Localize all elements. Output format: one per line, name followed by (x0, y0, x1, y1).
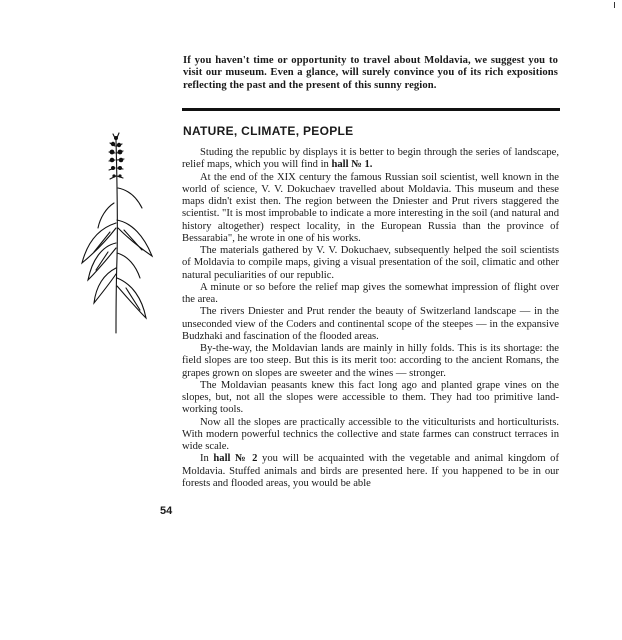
scan-mark (614, 2, 615, 8)
body-text (182, 147, 559, 490)
hall-reference: hall № 1. (331, 159, 373, 171)
paragraph-text: you will be acquainted with the vegetable and animal kingdom of Moldavia. Stuffed animals and birds are presented here. If you happened to be in our forests and flooded areas, you would be able (182, 453, 559, 489)
section-divider (182, 108, 560, 111)
paragraph (182, 453, 559, 490)
section-heading: NATURE, CLIMATE, PEOPLE (183, 124, 354, 138)
paragraph: Now all the slopes are practically accessible to the viticulturists and horticulturists. With modern powerful technics the collective and state farmes can construct terraces in wide scale. (182, 416, 559, 452)
paragraph (182, 147, 559, 172)
paragraph: The materials gathered by V. V. Dokuchaev, subsequently helped the soil scientists of Moldavia to compile maps, giving a visual presentation of the soil, climatic and other natural peculiarities of our republic. (182, 245, 559, 281)
paragraph: By-the-way, the Moldavian lands are mainly in hilly folds. This is its shortage: the field slopes are too steep. But this is its merit too: according to the ancient Romans, the grapes grown on slopes are sweeter and the wines — stronger. (182, 343, 559, 379)
paragraph-text: In (200, 453, 214, 465)
hall-reference: hall № 2 (213, 453, 258, 465)
paragraph: A minute or so before the relief map gives the somewhat impression of flight over the area. (182, 281, 559, 305)
paragraph: At the end of the XIX century the famous Russian soil scientist, well known in the world of science, V. V. Dokuchaev travelled about Moldavia. This museum and these maps didn't exist then. The region between the Dniester and Prut rivers staggered the scientist. "It is most improbable to indicate a more interesting in the soil (and natural and history altogether) respect locality, in the European Russia than the province of Bessarabia", he wrote in one of his works. (182, 171, 559, 244)
paragraph-text: Studing the republic by displays it is better to begin through the series of landscape, relief maps, which you will find in (182, 147, 559, 171)
paragraph: The Moldavian peasants knew this fact long ago and planted grape vines on the slopes, but, not all the slopes were accessible to them. They had too primitive land-working tools. (182, 379, 559, 416)
intro-paragraph: If you haven't time or opportunity to travel about Moldavia, we suggest you to visit our museum. Even a glance, will surely convince you of its rich expositions reflecting the past and the present of this sunny region. (183, 55, 558, 91)
paragraph: The rivers Dniester and Prut render the beauty of Switzerland landscape — in the unseconded view of the Coders and continental scope of the steepes — in the expansive Budzhaki and fascination of the flooded areas. (182, 306, 559, 342)
plant-illustration (80, 128, 158, 338)
page-number: 54 (160, 505, 173, 517)
